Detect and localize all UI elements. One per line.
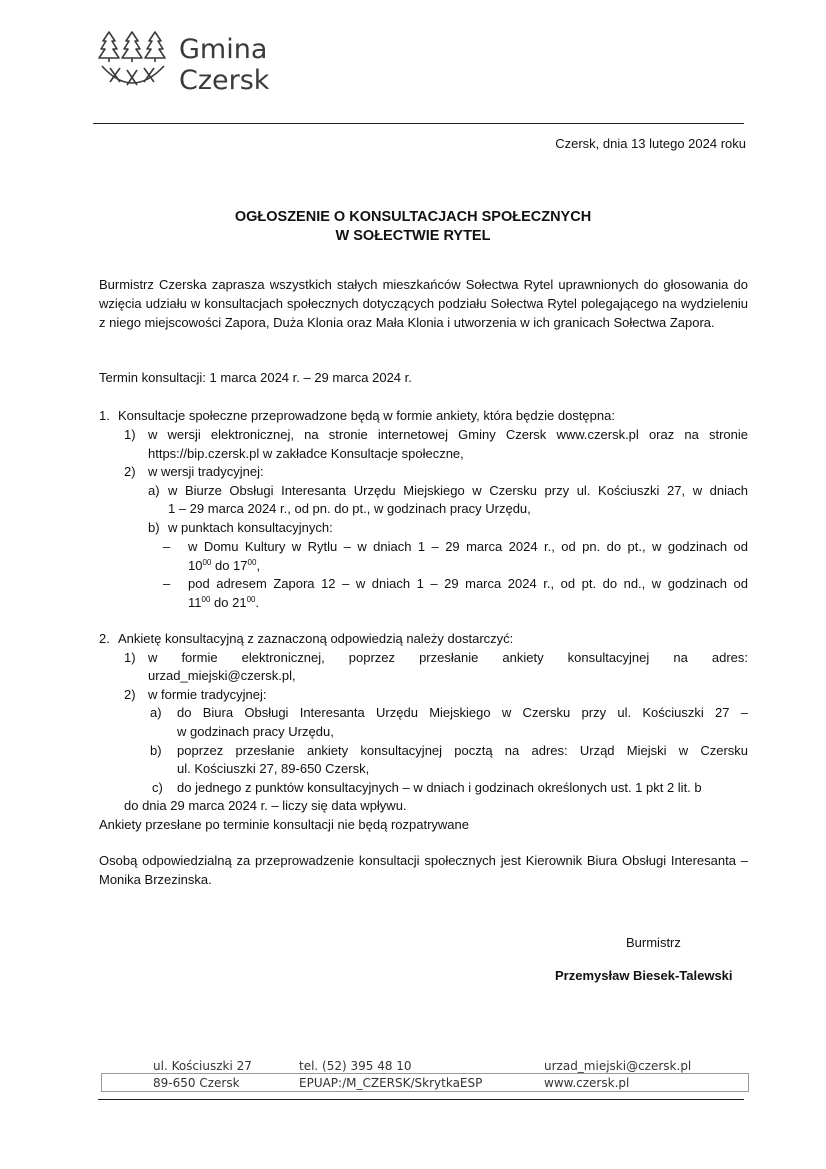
s2-item-1-line-1: w formie elektronicznej, poprzez przesłanie ankiety konsultacyjnej na adres: [148, 650, 748, 665]
dash-bullet-1: – [163, 539, 171, 554]
section-2-text: Ankietę konsultacyjną z zaznaczoną odpowiedzią należy dostarczyć: [118, 631, 514, 646]
s1-item-2-text: w wersji tradycyjnej: [148, 464, 264, 479]
late-submission-note: Ankiety przesłane po terminie konsultacji nie będą rozpatrywane [99, 817, 469, 832]
s2-sub-b-letter: b) [150, 743, 162, 758]
s1-sub-b-text: w punktach konsultacyjnych: [168, 520, 333, 535]
section-2-number: 2. [99, 631, 110, 646]
signature-name: Przemysław Biesek-Talewski [555, 968, 733, 983]
intro-paragraph: Burmistrz Czerska zaprasza wszystkich stałych mieszkańców Sołectwa Rytel uprawnionych do głosowania do wzięcia udziału w konsultacjach społecznych dotyczących podziału Sołectwa Rytel polegającego na wydzieleniu z niego miejscowości Zapora, Duża Klonia oraz Mała Klonia i utworzenia w ich granicach Sołectwa Zapora. [99, 277, 748, 330]
s1-point-1-line-2: $10^{00}$ do $17^{00}$, [188, 558, 261, 573]
s2-sub-c-text: do jednego z punktów konsultacyjnych – w dniach i godzinach określonych ust. 1 pkt 2 lit. b [177, 780, 702, 795]
document-title [0, 208, 826, 246]
s1-sub-b-letter: b) [148, 520, 160, 535]
s1-sub-a-line-2: 1 – 29 marca 2024 r., od pn. do pt., w godzinach pracy Urzędu, [168, 501, 531, 516]
footer-website: www.czersk.pl [544, 1076, 630, 1090]
s2-sub-a-line-1: do Biura Obsługi Interesanta Urzędu Miejskiego w Czersku przy ul. Kościuszki 27 – [177, 705, 748, 720]
s1-item-1-number: 1) [124, 427, 136, 442]
logo-line-czersk: Czersk [179, 65, 270, 96]
s2-item-1-line-2: urzad_miejski@czersk.pl, [148, 668, 296, 683]
s1-point-2-line-1: pod adresem Zapora 12 – w dniach 1 – 29 marca 2024 r., od pt. do nd., w godzinach od [188, 576, 748, 591]
section-1-text: Konsultacje społeczne przeprowadzone będą w formie ankiety, która będzie dostępna: [118, 408, 615, 423]
title-line-1: OGŁOSZENIE O KONSULTACJACH SPOŁECZNYCH [234, 209, 592, 225]
footer-city: 89-650 Czersk [153, 1076, 240, 1090]
s2-sub-a-line-2: w godzinach pracy Urzędu, [177, 724, 334, 739]
s2-item-1-number: 1) [124, 650, 136, 665]
tree-emblem-icon [98, 30, 168, 92]
submission-deadline: do dnia 29 marca 2024 r. – liczy się data wpływu. [124, 798, 407, 813]
section-1-number: 1. [99, 408, 110, 423]
document-date: Czersk, dnia 13 lutego 2024 roku [555, 136, 746, 151]
dash-bullet-2: – [163, 576, 171, 591]
s2-sub-b-line-1: poprzez przesłanie ankiety konsultacyjnej pocztą na adres: Urząd Miejski w Czersku [177, 743, 748, 758]
s1-point-1-line-1: w Domu Kultury w Rytlu – w dniach 1 – 29 marca 2024 r., od pn. do pt., w godzinach od [188, 539, 748, 554]
s1-sub-a-line-1: w Biurze Obsługi Interesanta Urzędu Miejskiego w Czersku przy ul. Kościuszki 27, w dniach [168, 483, 748, 498]
s1-sub-a-letter: a) [148, 483, 160, 498]
s2-item-2-number: 2) [124, 687, 136, 702]
responsible-person-paragraph: Osobą odpowiedzialną za przeprowadzenie konsultacji społecznych jest Kierownik Biura Obsługi Interesanta – Monika Brzezinska. [99, 853, 748, 887]
gmina-czersk-logo [98, 28, 298, 98]
footer-street: ul. Kościuszki 27 [153, 1059, 252, 1073]
footer-divider [98, 1099, 744, 1100]
logo-line-gmina: Gmina [179, 34, 268, 65]
s1-item-1-line-1: w wersji elektronicznej, na stronie internetowej Gminy Czersk www.czersk.pl oraz na stronie [148, 427, 748, 442]
s2-item-2-text: w formie tradycyjnej: [148, 687, 267, 702]
title-line-2: W SOŁECTWIE RYTEL [335, 228, 491, 244]
consultation-term: Termin konsultacji: 1 marca 2024 r. – 29 marca 2024 r. [99, 370, 412, 385]
s2-sub-c-letter: c) [152, 780, 163, 795]
header-divider [93, 123, 744, 124]
s2-sub-b-line-2: ul. Kościuszki 27, 89-650 Czersk, [177, 761, 370, 776]
s1-point-2-line-2: $11^{00}$ do $21^{00}$. [188, 595, 260, 610]
footer-epuap: EPUAP:/M_CZERSK/SkrytkaESP [299, 1076, 483, 1090]
s2-sub-a-letter: a) [150, 705, 162, 720]
footer-email: urzad_miejski@czersk.pl [544, 1059, 692, 1073]
footer-phone: tel. (52) 395 48 10 [299, 1059, 412, 1073]
signature-role: Burmistrz [626, 935, 681, 950]
s1-item-1-line-2: https://bip.czersk.pl w zakładce Konsultacje społeczne, [148, 446, 464, 461]
s1-item-2-number: 2) [124, 464, 136, 479]
